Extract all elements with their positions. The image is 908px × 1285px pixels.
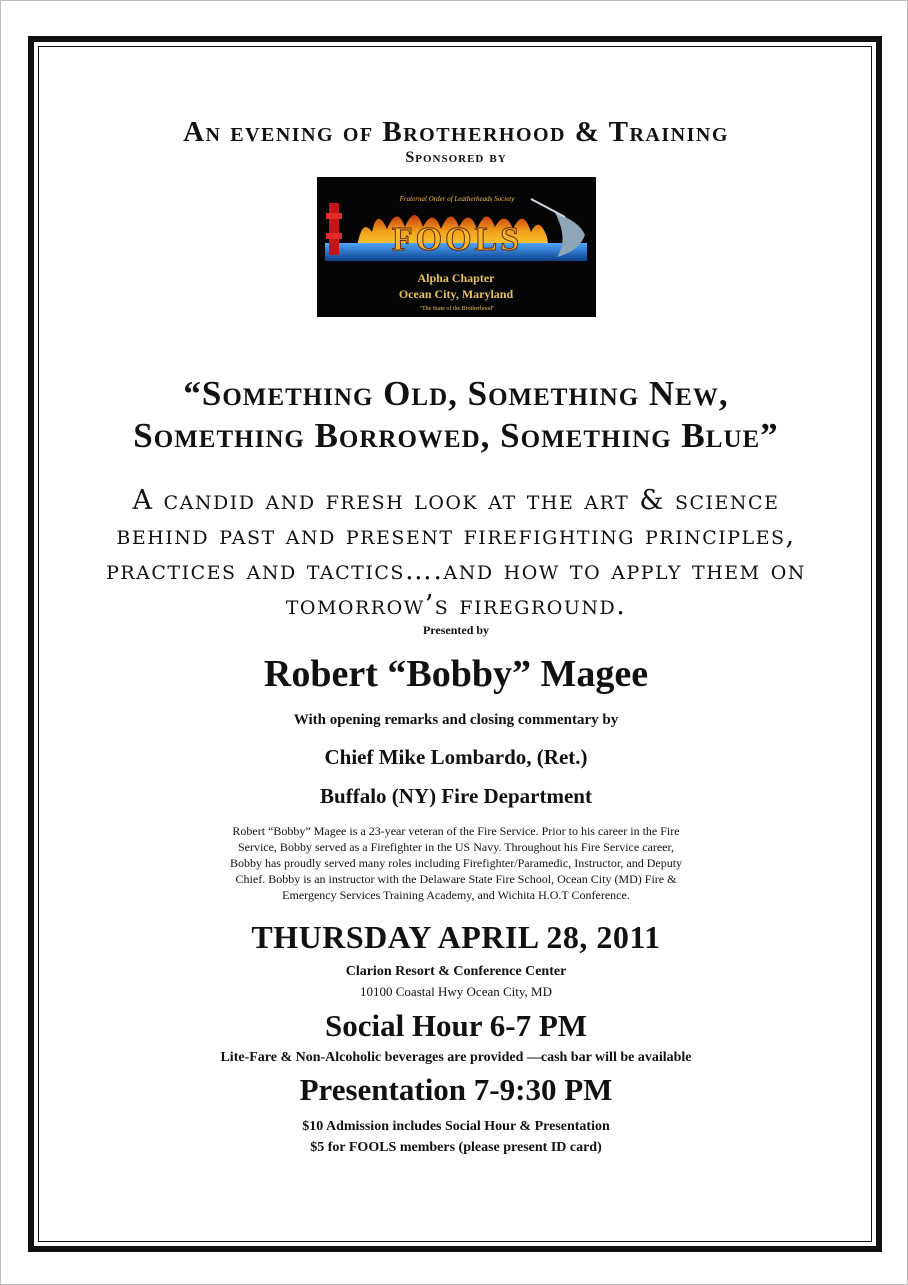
logo-motto: "The State of the Brotherhood" [419, 306, 494, 312]
presented-by-label: Presented by [422, 623, 490, 637]
presentation-time: Presentation 7-9:30 PM [299, 1072, 613, 1107]
fare-note: Lite-Fare & Non-Alcoholic beverages are provided —cash bar will be available [220, 1050, 692, 1065]
logo-chapter: Alpha Chapter [417, 271, 495, 285]
admission-price: $10 Admission includes Social Hour & Presentation [302, 1119, 610, 1134]
department-name: Buffalo (NY) Fire Department [320, 784, 592, 808]
event-title-line2: Something Borrowed, Something Blue” [133, 416, 779, 455]
fools-logo [317, 177, 596, 317]
admission-info [36, 1116, 876, 1158]
speaker-bio: Robert “Bobby” Magee is a 23-year veteran of the Fire Service. Prior to his career in the Fire Service, Bobby served as a Firefighter in the US Navy. Throughout his Fire Service career, Bobby has proudly served many roles including Firefighter/Paramedic, Instructor, and Deputy Chief. Bobby is an instructor with the Delaware State Fire School, Ocean City (MD) Fire & Emergency Services Training Academy, and Wichita H.O.T Conference. [229, 824, 683, 902]
sponsored-by-label: Sponsored by [405, 149, 507, 166]
flyer-headline: An evening of Brotherhood & Training [183, 116, 729, 148]
event-date: THURSDAY APRIL 28, 2011 [251, 919, 661, 955]
member-price: $5 for FOOLS members (please present ID card) [310, 1140, 602, 1155]
remarks-label: With opening remarks and closing commentary by [293, 712, 619, 728]
speaker-name: Robert “Bobby” Magee [263, 653, 649, 695]
chief-name: Chief Mike Lombardo, (Ret.) [324, 745, 588, 769]
logo-location: Ocean City, Maryland [398, 287, 514, 301]
event-title [36, 373, 876, 457]
logo-top-text: Fraternal Order of Leatherheads Society [399, 195, 514, 203]
event-description: A candid and fresh look at the art & science behind past and present firefighting principles, practices and tactics….and how to apply them on tomorrow’s fireground. [106, 485, 806, 621]
hydrant-icon [329, 203, 339, 255]
logo-name: FOOLS [391, 221, 522, 258]
event-title-line1: “Something Old, Something New, [183, 374, 729, 413]
venue-address: 10100 Coastal Hwy Ocean City, MD [360, 984, 552, 999]
flyer [36, 44, 876, 1158]
venue-name: Clarion Resort & Conference Center [345, 964, 567, 979]
social-hour: Social Hour 6-7 PM [324, 1008, 588, 1043]
